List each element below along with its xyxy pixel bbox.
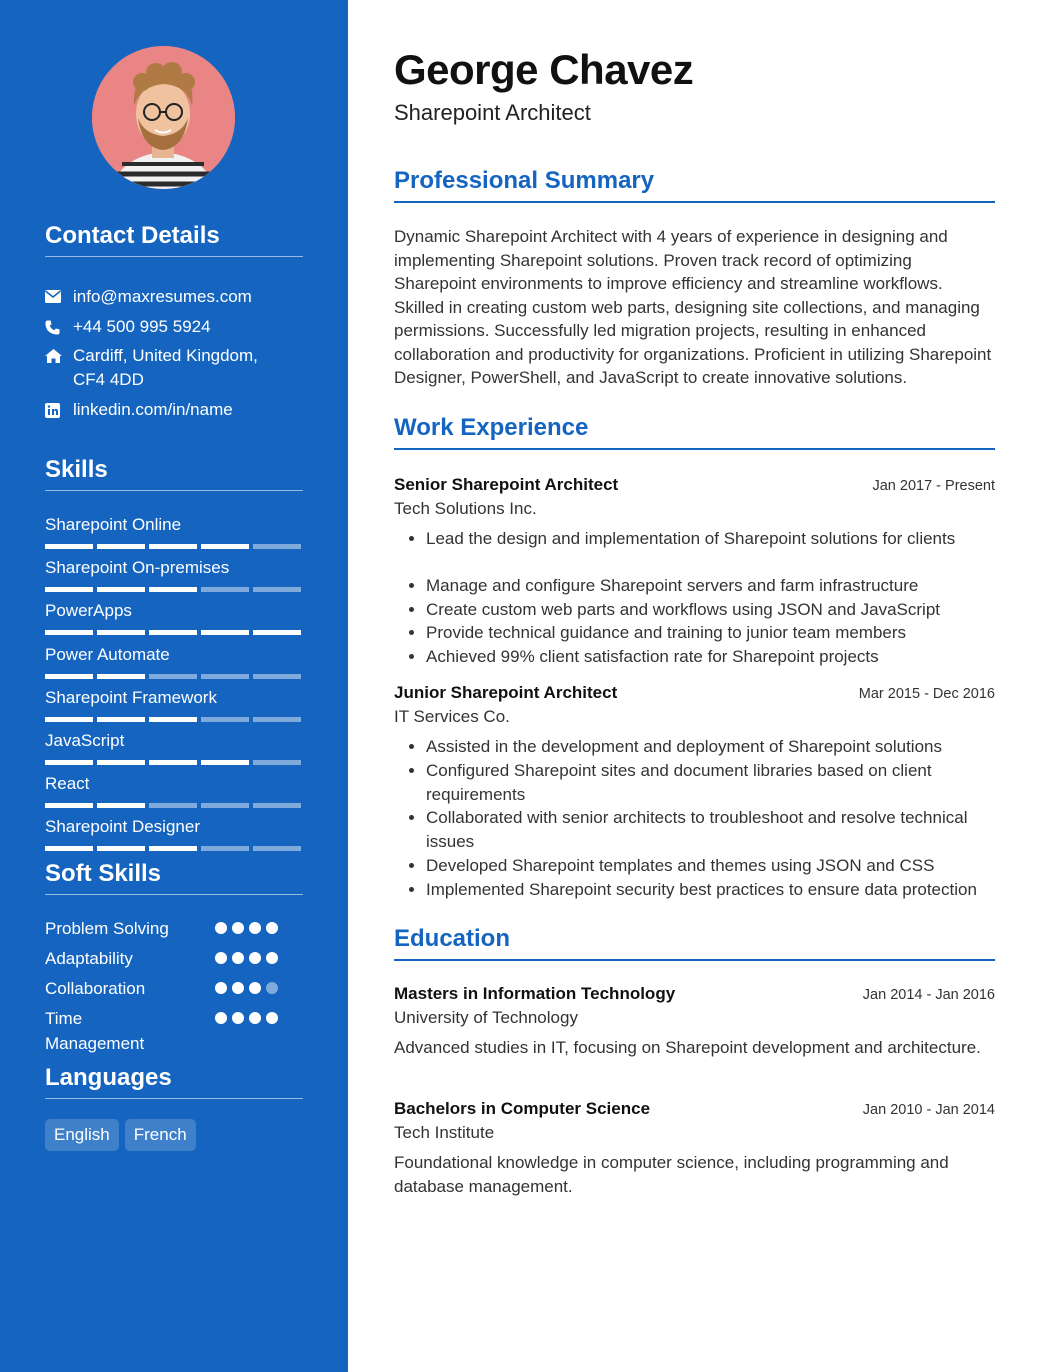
- experience-heading: Work Experience: [394, 413, 995, 450]
- skill-bar-segment: [45, 760, 93, 765]
- job-bullet: • Assisted in the development and deployment of Sharepoint solutions: [426, 735, 995, 759]
- job-date: Mar 2015 - Dec 2016: [858, 686, 995, 702]
- job-bullet: • Provide technical guidance and training to junior team members: [426, 621, 995, 645]
- rating-dot: [215, 982, 227, 994]
- skill-bar-segment: [253, 760, 301, 765]
- skill-item: [45, 816, 303, 851]
- rating-dot: [232, 982, 244, 994]
- edu-desc: Foundational knowledge in computer science, including programming and database management.: [394, 1153, 949, 1196]
- phone-icon: [45, 315, 73, 339]
- skill-bar: [45, 587, 303, 592]
- soft-skill-label: Collaboration: [45, 979, 146, 998]
- rating-dot: [266, 952, 278, 964]
- skill-bar: [45, 544, 303, 549]
- soft-skill-label-line-2: Management: [45, 1034, 145, 1053]
- job-bullets: [394, 735, 995, 902]
- skill-bar-segment: [201, 544, 249, 549]
- skill-item: [45, 514, 303, 549]
- profile-photo: [92, 46, 235, 189]
- skill-bar-segment: [45, 587, 93, 592]
- job-bullet: • Configured Sharepoint sites and document libraries based on client requirements: [426, 759, 995, 807]
- rating-dot: [266, 922, 278, 934]
- edu-degree: Masters in Information Technology: [394, 984, 676, 1003]
- skill-item: [45, 773, 303, 808]
- skill-bar-segment: [201, 717, 249, 722]
- skill-bar-segment: [201, 587, 249, 592]
- edu-date: Jan 2014 - Jan 2016: [862, 987, 995, 1003]
- skill-bar-segment: [97, 674, 145, 679]
- job-company: IT Services Co.: [394, 707, 510, 726]
- address-line-1: Cardiff, United Kingdom,: [73, 346, 258, 365]
- skill-bar-segment: [45, 717, 93, 722]
- skill-bar-segment: [201, 846, 249, 851]
- rating-dot: [232, 1012, 244, 1024]
- soft-skill-rating: [215, 982, 278, 994]
- skill-label: PowerApps: [45, 601, 132, 620]
- skill-bar-segment: [149, 674, 197, 679]
- rating-dot: [249, 952, 261, 964]
- skill-bar-segment: [97, 803, 145, 808]
- skill-bar: [45, 630, 303, 635]
- edu-date: Jan 2010 - Jan 2014: [862, 1102, 995, 1118]
- skill-bar: [45, 760, 303, 765]
- soft-skill-label: Adaptability: [45, 949, 133, 968]
- skill-bar-segment: [253, 846, 301, 851]
- language-tag: French: [125, 1119, 196, 1151]
- languages-list: [45, 1119, 196, 1151]
- skill-label: React: [45, 774, 90, 793]
- job-entry: [394, 473, 995, 669]
- skill-item: [45, 557, 303, 592]
- summary-heading: Professional Summary: [394, 166, 995, 203]
- contact-phone[interactable]: [45, 315, 303, 339]
- skill-bar-segment: [253, 717, 301, 722]
- soft-skill-rating: [215, 952, 278, 964]
- skill-bar-segment: [45, 846, 93, 851]
- contact-email[interactable]: [45, 285, 303, 309]
- soft-skill-item: [45, 1006, 303, 1058]
- skill-bar-segment: [149, 587, 197, 592]
- soft-skills-heading: Soft Skills: [45, 860, 303, 895]
- skill-bar-segment: [253, 674, 301, 679]
- rating-dot: [232, 952, 244, 964]
- job-bullets: [394, 527, 995, 669]
- sidebar: [0, 0, 348, 1372]
- languages-heading: Languages: [45, 1064, 303, 1099]
- skill-bar-segment: [97, 717, 145, 722]
- soft-skill-item: [45, 916, 303, 946]
- skill-bar-segment: [45, 630, 93, 635]
- rating-dot: [266, 982, 278, 994]
- job-bullet: • Collaborated with senior architects to troubleshoot and resolve technical issues: [426, 806, 995, 854]
- rating-dot: [232, 922, 244, 934]
- address-line-2: CF4 4DD: [73, 370, 144, 389]
- skill-bar-segment: [45, 674, 93, 679]
- skill-label: Power Automate: [45, 645, 170, 664]
- home-icon: [45, 344, 73, 392]
- contact-address: [45, 344, 303, 392]
- skill-item: [45, 687, 303, 722]
- skill-bar-segment: [201, 803, 249, 808]
- skill-item: [45, 730, 303, 765]
- skill-bar-segment: [97, 587, 145, 592]
- soft-skill-rating: [215, 1012, 278, 1024]
- skill-label: JavaScript: [45, 731, 125, 750]
- soft-skill-label: Problem Solving: [45, 919, 169, 938]
- skill-label: Sharepoint Framework: [45, 688, 217, 707]
- rating-dot: [249, 982, 261, 994]
- soft-skill-label: [45, 1006, 205, 1056]
- job-role: Senior Sharepoint Architect: [394, 475, 619, 494]
- job-entry: [394, 681, 995, 902]
- rating-dot: [249, 1012, 261, 1024]
- job-company: Tech Solutions Inc.: [394, 499, 537, 518]
- edu-school: University of Technology: [394, 1008, 578, 1027]
- skill-bar: [45, 717, 303, 722]
- skill-bar-segment: [97, 630, 145, 635]
- skill-bar-segment: [97, 846, 145, 851]
- job-role: Junior Sharepoint Architect: [394, 683, 618, 702]
- contact-linkedin[interactable]: [45, 398, 303, 422]
- skill-bar-segment: [149, 630, 197, 635]
- education-entry: [394, 1097, 995, 1198]
- job-bullet: • Developed Sharepoint templates and themes using JSON and CSS: [426, 854, 995, 878]
- edu-desc: Advanced studies in IT, focusing on Sharepoint development and architecture.: [394, 1038, 981, 1057]
- skill-bar-segment: [253, 630, 301, 635]
- edu-school: Tech Institute: [394, 1123, 495, 1142]
- candidate-name: George Chavez: [394, 46, 694, 93]
- email-text: info@maxresumes.com: [73, 287, 252, 306]
- job-bullet: • Lead the design and implementation of Sharepoint solutions for clients: [426, 527, 995, 551]
- skill-bar-segment: [201, 674, 249, 679]
- soft-skill-item: [45, 976, 303, 1006]
- skill-bar-segment: [97, 760, 145, 765]
- skill-bar-segment: [253, 803, 301, 808]
- skill-bar-segment: [253, 587, 301, 592]
- skill-bar-segment: [149, 846, 197, 851]
- rating-dot: [215, 1012, 227, 1024]
- skill-item: [45, 644, 303, 679]
- contact-heading: Contact Details: [45, 222, 303, 257]
- skill-item: [45, 600, 303, 635]
- language-tag: English: [45, 1119, 119, 1151]
- rating-dot: [249, 922, 261, 934]
- education-entry: [394, 982, 995, 1060]
- job-bullet: • Achieved 99% client satisfaction rate for Sharepoint projects: [426, 645, 995, 669]
- rating-dot: [215, 922, 227, 934]
- skill-bar-segment: [97, 544, 145, 549]
- summary-text: Dynamic Sharepoint Architect with 4 years of experience in designing and implementing Sharepoint solutions. Proven track record of optimizing Sharepoint environments to improve efficiency and streamline workflows. Skilled in creating custom web parts, designing site collections, and managing permissions. Successfully led migration projects, resulting in enhanced collaboration and productivity for organizations. Proficient in utilizing Sharepoint Designer, PowerShell, and JavaScript to create innovative solutions.: [394, 227, 992, 387]
- skill-bar-segment: [253, 544, 301, 549]
- skill-label: Sharepoint On-premises: [45, 558, 230, 577]
- skill-label: Sharepoint Online: [45, 515, 182, 534]
- education-heading: Education: [394, 924, 995, 961]
- soft-skill-label-line-1: Time: [45, 1009, 83, 1028]
- skill-bar: [45, 846, 303, 851]
- job-bullet: • Create custom web parts and workflows using JSON and JavaScript: [426, 598, 995, 622]
- skills-heading: Skills: [45, 456, 303, 491]
- skill-bar-segment: [149, 803, 197, 808]
- skill-bar-segment: [45, 544, 93, 549]
- skill-bar-segment: [201, 630, 249, 635]
- skill-bar-segment: [45, 803, 93, 808]
- envelope-icon: [45, 285, 73, 309]
- main-content: [394, 0, 995, 1372]
- skill-bar-segment: [149, 760, 197, 765]
- avatar: [92, 46, 235, 189]
- edu-degree: Bachelors in Computer Science: [394, 1099, 651, 1118]
- phone-text: +44 500 995 5924: [73, 317, 211, 336]
- skill-bar-segment: [149, 717, 197, 722]
- rating-dot: [215, 952, 227, 964]
- skill-bar-segment: [149, 544, 197, 549]
- linkedin-text: linkedin.com/in/name: [73, 400, 233, 419]
- soft-skill-rating: [215, 922, 278, 934]
- candidate-title: Sharepoint Architect: [394, 100, 591, 125]
- job-date: Jan 2017 - Present: [872, 478, 995, 494]
- skill-bar: [45, 803, 303, 808]
- skill-bar: [45, 674, 303, 679]
- skill-label: Sharepoint Designer: [45, 817, 200, 836]
- rating-dot: [266, 1012, 278, 1024]
- job-bullet: • Manage and configure Sharepoint servers and farm infrastructure: [426, 574, 995, 598]
- skill-bar-segment: [201, 760, 249, 765]
- soft-skill-item: [45, 946, 303, 976]
- job-bullet: • Implemented Sharepoint security best practices to ensure data protection: [426, 878, 995, 902]
- linkedin-icon: [45, 398, 73, 422]
